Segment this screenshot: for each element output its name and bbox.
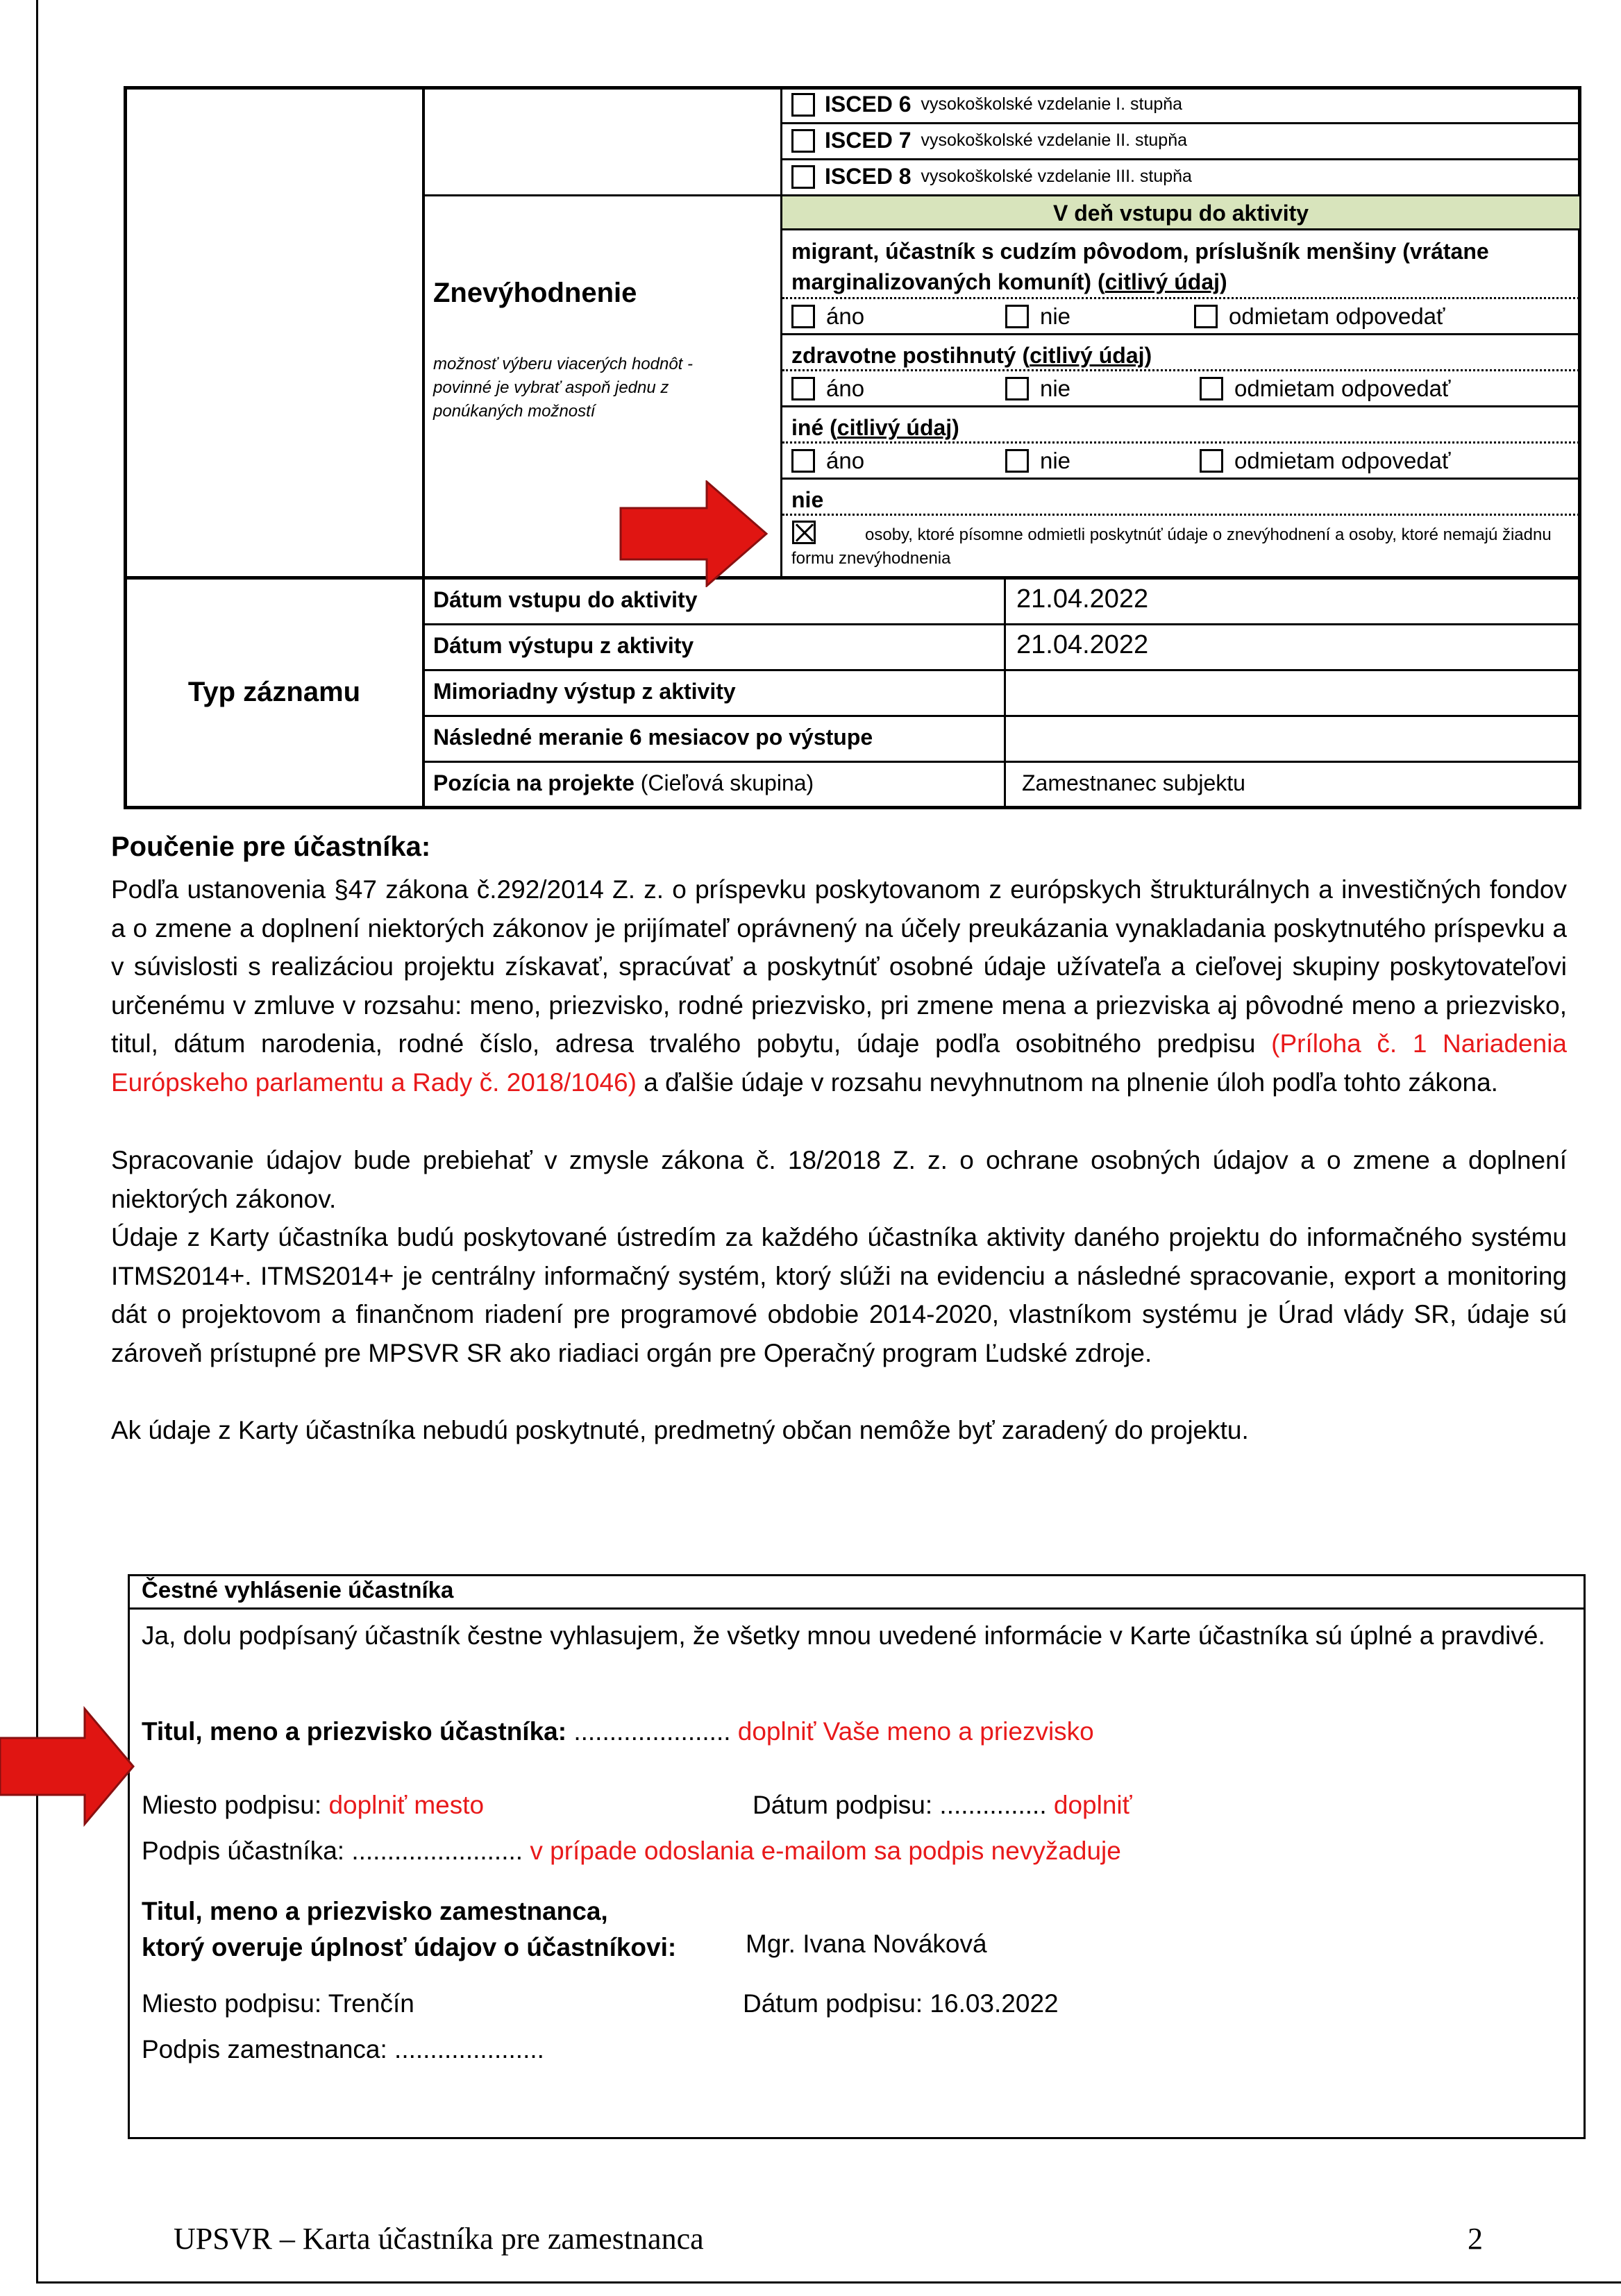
participant-place-line[interactable]: Miesto podpisu: doplniť mesto bbox=[142, 1791, 485, 1819]
disadvantage-title: Znevýhodnenie bbox=[433, 278, 637, 308]
record-label-entry: Dátum vstupu do aktivity bbox=[433, 587, 698, 612]
checkbox-q1-yes[interactable] bbox=[791, 305, 815, 328]
record-value-entry[interactable]: 21.04.2022 bbox=[1016, 584, 1149, 614]
checkbox-isced-8[interactable] bbox=[791, 165, 815, 189]
record-value-exit[interactable]: 21.04.2022 bbox=[1016, 630, 1149, 659]
participant-date-line[interactable]: Dátum podpisu: ............... doplniť bbox=[753, 1791, 1132, 1819]
checkbox-q1-no[interactable] bbox=[1005, 305, 1029, 328]
none-title: nie bbox=[791, 487, 824, 512]
question-other: iné (citlivý údaj) bbox=[791, 415, 959, 440]
q3-no-option[interactable]: nie bbox=[1005, 448, 1070, 474]
record-label-position: Pozícia na projekte (Cieľová skupina) bbox=[433, 770, 814, 795]
notice-paragraph-1: Podľa ustanovenia §47 zákona č.292/2014 Z. z. o príspevku poskytovanom z európskych štrukturálnych a investičných fondov a o zmene a doplnení niektorých zákonov je prijímateľ oprávnený na účely preukázania vynakladania poskytnutého príspevku a v súvislosti s realizáciou projektu získavať, spracúvať a poskytnúť osobné údaje užívateľa a cieľovej skupiny poskytovateľovi určenému v zmluve v rozsahu: meno, priezvisko, rodné priezvisko, pri zmene mena a priezviska aj pôvodné meno a priezvisko, titul, dátum narodenia, rodné číslo, adresa trvalého pobytu, údaje podľa osobitného predpisu (Príloha č. 1 Nariadenia Európskeho parlamentu a Rady č. 2018/1046) a ďalšie údaje v rozsahu nevyhnutnom na plnenie úloh podľa tohto zákona. bbox=[111, 875, 1568, 1097]
notice-paragraph-3: Údaje z Karty účastníka budú poskytované ústredím za každého účastníka aktivity daného projektu do informačného systému ITMS2014+. ITMS2014+ je centrálny informačný systém, ktorý slúži na evidenciu a následné spracovanie, export a monitoring dát o projektovom a finančnom riadení pre programové obdobie 2014-2020, vlastníkom systému je Úrad vlády SR, údaje sú zároveň prístupné pre MPSVR SR ako riadiaci orgán pre Operačný program Ľudské zdroje. bbox=[111, 1223, 1567, 1367]
checkbox-q3-no[interactable] bbox=[1005, 449, 1029, 473]
participant-name-line[interactable]: Titul, meno a priezvisko účastníka: ...................... doplniť Vaše meno a priezvisko bbox=[142, 1717, 1094, 1746]
q2-refuse-option[interactable]: odmietam odpovedať bbox=[1200, 375, 1450, 402]
q2-yes-option[interactable]: áno bbox=[791, 375, 864, 402]
record-value-position[interactable]: Zamestnanec subjektu bbox=[1022, 770, 1245, 795]
q1-yes-option[interactable]: áno bbox=[791, 303, 864, 330]
declaration-title: Čestné vyhlásenie účastníka bbox=[142, 1577, 454, 1603]
isced-8-row[interactable]: ISCED 8 vysokoškolské vzdelanie III. stupňa bbox=[791, 164, 1192, 189]
employee-signature: Podpis zamestnanca: ..................... bbox=[142, 2035, 544, 2063]
participant-signature-line[interactable]: Podpis účastníka: ........................ v prípade odoslania e-mailom sa podpis nevyžaduje bbox=[142, 1837, 1121, 1865]
record-label-extra-exit: Mimoriadny výstup z aktivity bbox=[433, 679, 736, 704]
isced-6-row[interactable]: ISCED 6 vysokoškolské vzdelanie I. stupňa bbox=[791, 92, 1182, 117]
red-arrow-icon bbox=[619, 480, 768, 587]
checkbox-isced-7[interactable] bbox=[791, 129, 815, 153]
employee-name: Mgr. Ivana Nováková bbox=[746, 1930, 987, 1958]
notice-paragraph-4: Ak údaje z Karty účastníka nebudú poskytnuté, predmetný občan nemôže byť zaradený do projektu. bbox=[111, 1416, 1249, 1444]
employee-place: Miesto podpisu: Trenčín bbox=[142, 1989, 414, 2018]
checkbox-q2-no[interactable] bbox=[1005, 377, 1029, 400]
page-number: 2 bbox=[1468, 2222, 1483, 2256]
disadvantage-header: V deň vstupu do aktivity bbox=[782, 196, 1579, 230]
q1-refuse-option[interactable]: odmietam odpovedať bbox=[1194, 303, 1445, 330]
record-label-followup: Následné meranie 6 mesiacov po výstupe bbox=[433, 725, 873, 750]
checkbox-q3-refuse[interactable] bbox=[1200, 449, 1223, 473]
question-migrant: migrant, účastník s cudzím pôvodom, príslušník menšiny (vrátane marginalizovaných komunít) (citlivý údaj) bbox=[791, 239, 1489, 294]
red-arrow-icon bbox=[0, 1706, 136, 1827]
checkbox-q3-yes[interactable] bbox=[791, 449, 815, 473]
employee-date: Dátum podpisu: 16.03.2022 bbox=[743, 1989, 1059, 2018]
checkbox-q2-yes[interactable] bbox=[791, 377, 815, 400]
employee-label: Titul, meno a priezvisko zamestnanca, ktorý overuje úplnosť údajov o účastníkovi: bbox=[142, 1897, 677, 1961]
question-disabled: zdravotne postihnutý (citlivý údaj) bbox=[791, 343, 1152, 368]
none-description: osoby, ktoré písomne odmietli poskytnúť údaje o znevýhodnení a osoby, ktoré nemajú žiadnu formu znevýhodnenia bbox=[791, 525, 1552, 568]
q1-no-option[interactable]: nie bbox=[1005, 303, 1070, 330]
disadvantage-hint: možnosť výberu viacerých hodnôt - povinné je vybrať aspoň jednu z ponúkaných možností bbox=[433, 355, 694, 421]
notice-paragraph-2: Spracovanie údajov bude prebiehať v zmysle zákona č. 18/2018 Z. z. o ochrane osobných údajov a o zmene a doplnení niektorých zákonov. bbox=[111, 1146, 1567, 1213]
q2-no-option[interactable]: nie bbox=[1005, 375, 1070, 402]
checkbox-q1-refuse[interactable] bbox=[1194, 305, 1218, 328]
q3-yes-option[interactable]: áno bbox=[791, 448, 864, 474]
notice-title: Poučenie pre účastníka: bbox=[111, 832, 431, 862]
record-label-exit: Dátum výstupu z aktivity bbox=[433, 633, 694, 658]
declaration-text: Ja, dolu podpísaný účastník čestne vyhlasujem, že všetky mnou uvedené informácie v Karte účastníka sú úplné a pravdivé. bbox=[142, 1621, 1545, 1650]
checkbox-isced-6[interactable] bbox=[791, 93, 815, 117]
isced-7-row[interactable]: ISCED 7 vysokoškolské vzdelanie II. stupňa bbox=[791, 128, 1187, 153]
record-type-title: Typ záznamu bbox=[187, 677, 361, 707]
q3-refuse-option[interactable]: odmietam odpovedať bbox=[1200, 448, 1450, 474]
footer-title: UPSVR – Karta účastníka pre zamestnanca bbox=[174, 2222, 704, 2256]
checkbox-q2-refuse[interactable] bbox=[1200, 377, 1223, 400]
